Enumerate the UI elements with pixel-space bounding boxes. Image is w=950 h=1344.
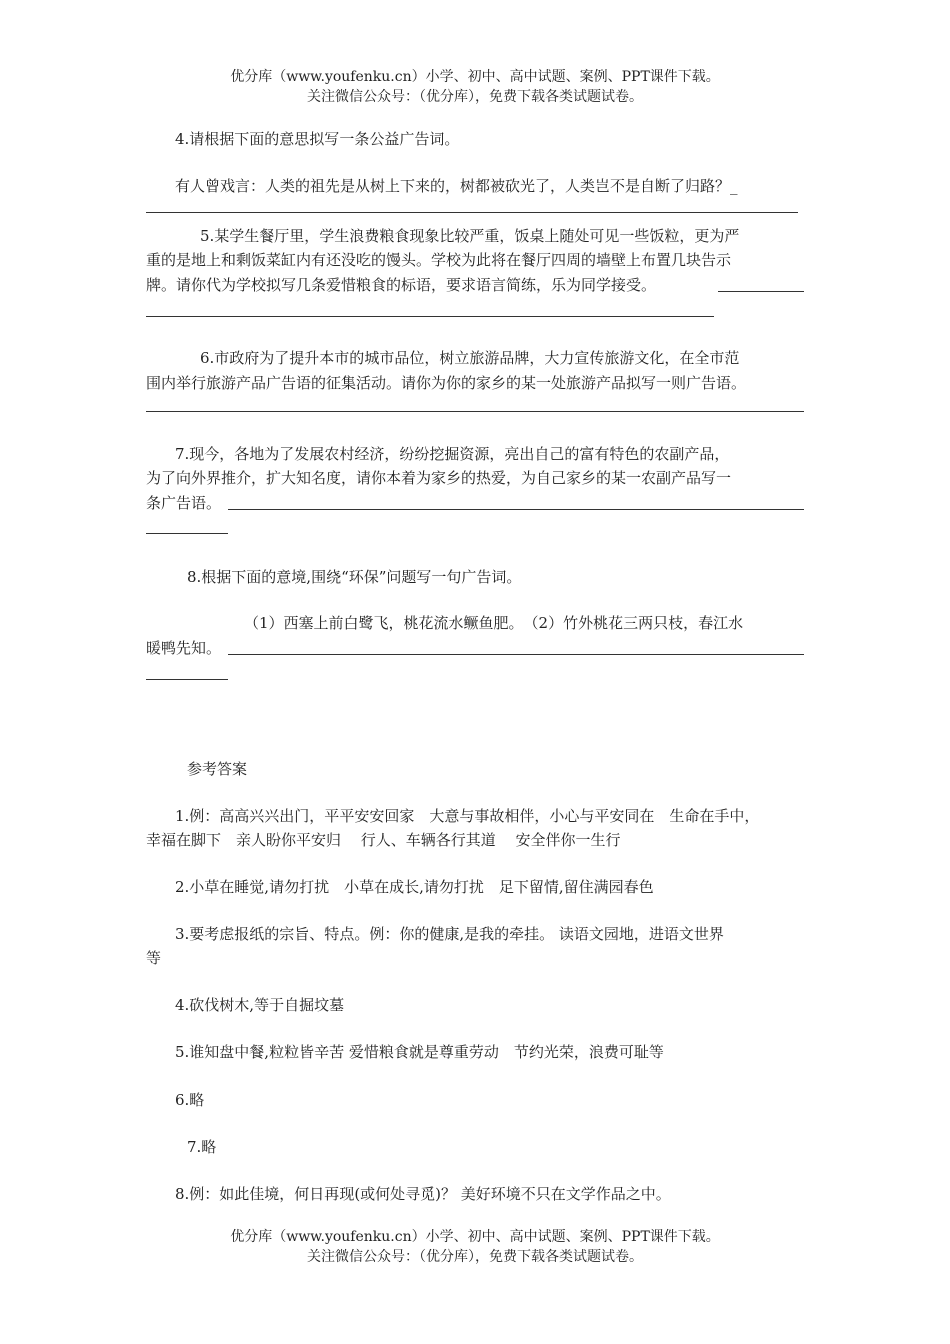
answer-1-line-2: 幸福在脚下 亲人盼你平安归 行人、车辆各行其道 安全伴你一生行 [146,831,621,849]
question-8-line-1: （1）西塞上前白鹭飞，桃花流水鳜鱼肥。 （2）竹外桃花三两只枝，春江水 [244,614,744,632]
question-8-line-2: 暖鸭先知。 [146,639,222,657]
answer-5: 5.谁知盘中餐,粒粒皆辛苦 爱惜粮食就是尊重劳动 节约光荣，浪费可耻等 [175,1043,664,1061]
answer-2: 2.小草在睡觉,请勿打扰 小草在成长,请勿打扰 足下留情,留住满园春色 [175,878,654,896]
answer-line[interactable] [146,316,714,317]
answer-line[interactable] [146,679,228,680]
footer-line-2: 关注微信公众号：（优分库），免费下载各类试题试卷。 [307,1249,643,1265]
answer-line[interactable] [146,411,804,412]
question-6-line-1: 6.市政府为了提升本市的城市品位，树立旅游品牌，大力宣传旅游文化，在全市范 [200,349,740,367]
question-4-text: 有人曾戏言：人类的祖先是从树上下来的，树都被砍光了，人类岂不是自断了归路？_ [175,177,738,195]
answer-line[interactable] [228,654,804,655]
question-5-line-2: 重的是地上和剩饭菜缸内有还没吃的馒头。学校为此将在餐厅四周的墙壁上布置几块告示 [146,251,732,269]
question-6-line-2: 围内举行旅游产品广告语的征集活动。请你为你的家乡的某一处旅游产品拟写一则广告语。 [146,374,747,392]
answer-6: 6.略 [175,1091,205,1109]
answer-4: 4.砍伐树木,等于自掘坟墓 [175,996,345,1014]
answer-line[interactable] [718,291,804,292]
answers-title: 参考答案 [187,760,248,778]
question-7-line-1: 7.现今，各地为了发展农村经济，纷纷挖掘资源，亮出自己的富有特色的农副产品， [175,445,730,463]
answer-3-line-1: 3.要考虑报纸的宗旨、特点。例：你的健康,是我的牵挂。 读语文园地，进语文世界 [175,925,724,943]
header-line-1: 优分库（www.youfenku.cn）小学、初中、高中试题、案例、PPT课件下载。 [230,69,720,85]
answer-line[interactable] [228,509,804,510]
header-line-2: 关注微信公众号：（优分库），免费下载各类试题试卷。 [307,89,643,105]
answer-1-line-1: 1.例：高高兴兴出门，平平安安回家 大意与事故相伴，小心与平安同在 生命在手中， [175,807,760,825]
answer-3-line-2: 等 [146,949,162,967]
answer-line[interactable] [146,533,228,534]
question-5-line-3: 牌。请你代为学校拟写几条爱惜粮食的标语，要求语言简练，乐为同学接受。 [146,276,657,294]
question-7-line-2: 为了向外界推介，扩大知名度，请你本着为家乡的热爱，为自己家乡的某一农副产品写一 [146,469,732,487]
question-7-line-3: 条广告语。 [146,494,222,512]
question-4-prompt: 4.请根据下面的意思拟写一条公益广告词。 [175,130,460,148]
footer-line-1: 优分库（www.youfenku.cn）小学、初中、高中试题、案例、PPT课件下载。 [230,1229,720,1245]
question-8-prompt: 8.根据下面的意境,围绕“环保”问题写一句广告词。 [187,568,522,586]
answer-line[interactable] [146,212,798,213]
question-5-line-1: 5.某学生餐厅里，学生浪费粮食现象比较严重，饭桌上随处可见一些饭粒，更为严 [200,227,740,245]
answer-8: 8.例：如此佳境，何日再现(或何处寻觅)？ 美好环境不只在文学作品之中。 [175,1185,671,1203]
answer-7: 7.略 [187,1138,217,1156]
